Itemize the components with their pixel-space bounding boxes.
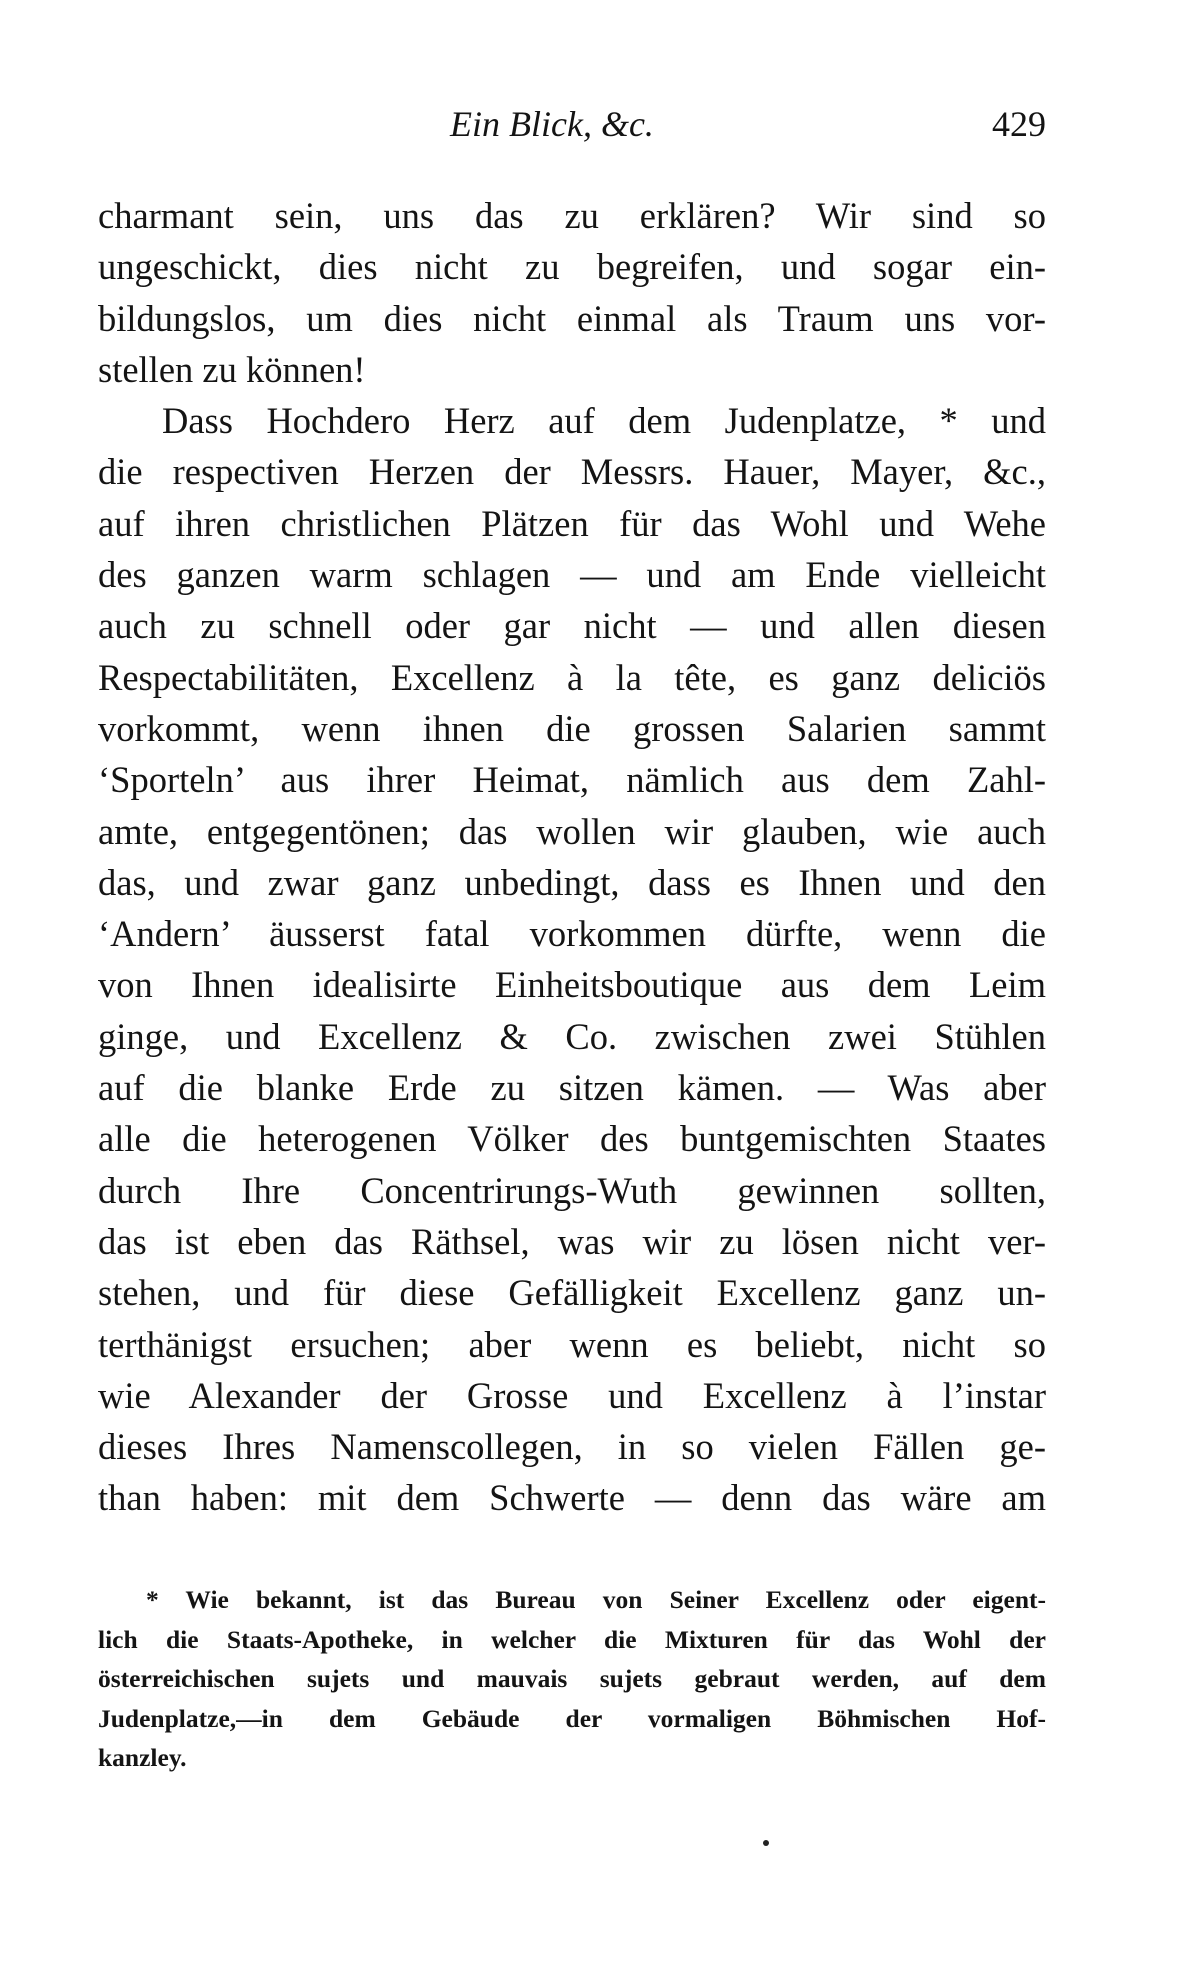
text-line: auf die blanke Erde zu sitzen kämen. — Was aber (98, 1067, 1046, 1109)
text-line: wie Alexander der Grosse und Excellenz à l’instar (98, 1374, 1046, 1416)
ink-speck (763, 1840, 769, 1846)
text-line: than haben: mit dem Schwerte — denn das wäre am (98, 1477, 1046, 1519)
text-line: von Ihnen idealisirte Einheitsboutique aus dem Leim (98, 964, 1046, 1006)
text-line: ‘Sporteln’ aus ihrer Heimat, nämlich aus dem Zahl- (98, 759, 1046, 801)
footnote (98, 1580, 1046, 1778)
text-line: Respectabilitäten, Excellenz à la tête, es ganz deliciös (98, 656, 1046, 698)
text-line: bildungslos, um dies nicht einmal als Traum uns vor- (98, 297, 1046, 339)
running-title: Ein Blick, &c. (450, 104, 654, 144)
text-line: terthänigst ersuchen; aber wenn es beliebt, nicht so (98, 1323, 1046, 1365)
footnote-line: Judenplatze,—in dem Gebäude der vormaligen Böhmischen Hof- (98, 1703, 1046, 1733)
text-line: Dass Hochdero Herz auf dem Judenplatze, * und (162, 400, 1046, 442)
text-line: stehen, und für diese Gefälligkeit Excellenz ganz un- (98, 1272, 1046, 1314)
text-line: dieses Ihres Namenscollegen, in so vielen Fällen ge- (98, 1426, 1046, 1468)
footnote-line: lich die Staats-Apotheke, in welcher die Mixturen für das Wohl der (98, 1624, 1046, 1654)
body-text (98, 190, 1046, 1524)
text-line: alle die heterogenen Völker des buntgemischten Staates (98, 1118, 1046, 1160)
text-line: ungeschickt, dies nicht zu begreifen, und sogar ein- (98, 246, 1046, 288)
text-line: stellen zu können! (98, 348, 366, 390)
footnote-line: kanzley. (98, 1743, 187, 1772)
text-line: ‘Andern’ äusserst fatal vorkommen dürfte, wenn die (98, 913, 1046, 955)
page-header (98, 98, 1046, 150)
text-line: durch Ihre Concentrirungs-Wuth gewinnen sollten, (98, 1169, 1046, 1211)
text-line: des ganzen warm schlagen — und am Ende vielleicht (98, 554, 1046, 596)
text-line: das ist eben das Räthsel, was wir zu lösen nicht ver- (98, 1220, 1046, 1262)
text-line: ginge, und Excellenz & Co. zwischen zwei Stühlen (98, 1015, 1046, 1057)
text-line: charmant sein, uns das zu erklären? Wir sind so (98, 195, 1046, 236)
footnote-line: * Wie bekannt, ist das Bureau von Seiner Excellenz oder eigent- (146, 1585, 1046, 1614)
page-number: 429 (992, 104, 1046, 144)
text-line: auch zu schnell oder gar nicht — und allen diesen (98, 605, 1046, 647)
text-line: die respectiven Herzen der Messrs. Hauer, Mayer, &c., (98, 451, 1046, 493)
text-line: vorkommt, wenn ihnen die grossen Salarien sammt (98, 707, 1046, 749)
footnote-line: österreichischen sujets und mauvais sujets gebraut werden, auf dem (98, 1664, 1046, 1693)
text-line: das, und zwar ganz unbedingt, dass es Ihnen und den (98, 861, 1046, 903)
text-line: auf ihren christlichen Plätzen für das Wohl und Wehe (98, 502, 1046, 544)
text-line: amte, entgegentönen; das wollen wir glauben, wie auch (98, 810, 1046, 852)
